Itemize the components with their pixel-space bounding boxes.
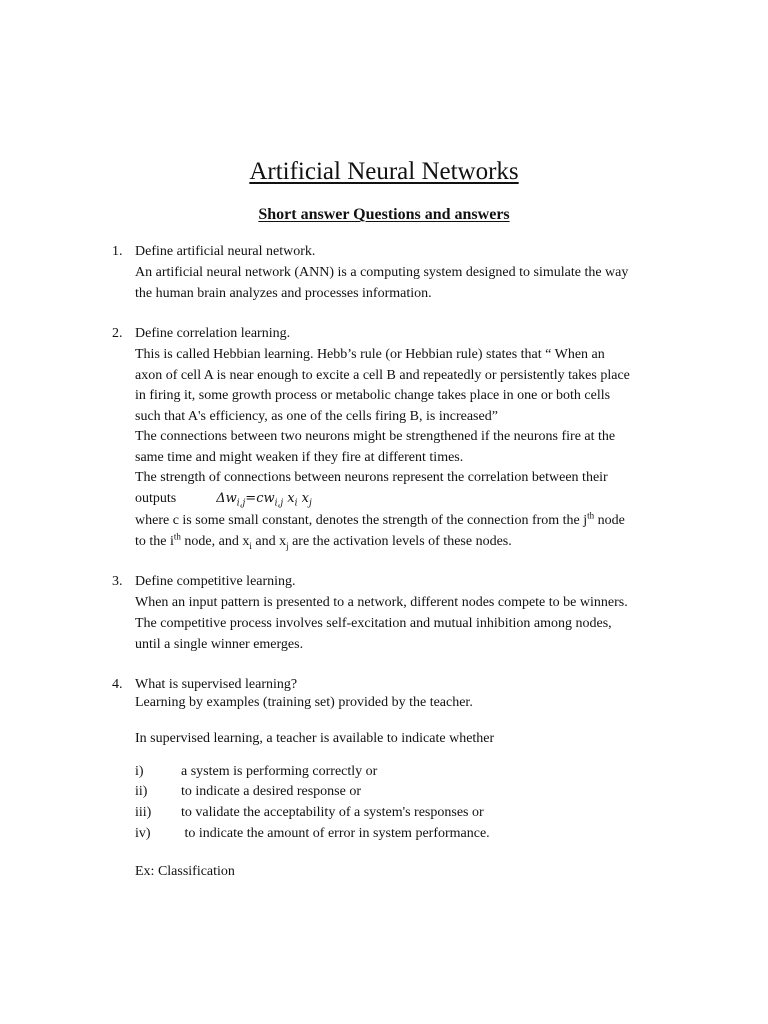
q1-answer-line: An artificial neural network (ANN) is a computing system designed to simulate the way (135, 265, 629, 280)
q2-answer-line: in firing it, some growth process or metabolic change takes place in one or both cells (135, 388, 611, 403)
q4-question: What is supervised learning? (135, 677, 298, 692)
q3-question: Define competitive learning. (135, 574, 296, 589)
q2-number: 2. (112, 326, 123, 341)
q4-example: Ex: Classification (135, 864, 235, 879)
q4-answer-line: Learning by examples (training set) provided by the teacher. (135, 695, 473, 710)
q2-question: Define correlation learning. (135, 326, 291, 341)
outputs-label: outputs (135, 491, 177, 506)
q2-answer-line: The strength of connections between neurons represent the correlation between their (135, 470, 608, 485)
q2-answer-line: The connections between two neurons might be strengthened if the neurons fire at the (135, 429, 616, 444)
q4-item-text: to indicate a desired response or (181, 784, 361, 799)
q2-answer-line: This is called Hebbian learning. Hebb’s rule (or Hebbian rule) states that “ When an (135, 347, 605, 362)
hebb-formula: $\Delta w_{i,j}=cw_{i,j}$ $x_i$ $x_j$ (216, 491, 312, 509)
q1-number: 1. (112, 244, 123, 259)
q4-item-number: iii) (135, 805, 152, 820)
q2-where-line: where c is some small constant, denotes the strength of the connection from the $j^{th}$ node (135, 510, 625, 528)
q2-to-line: to the $i^{th}$ node, and $x_i$ and $x_j$ are the activation levels of these nodes. (135, 531, 512, 551)
q3-answer-line: The competitive process involves self-excitation and mutual inhibition among nodes, (135, 616, 612, 631)
q2-answer-line: such that A's efficiency, as one of the cells firing B, is increased” (135, 409, 498, 424)
q2-answer-line: same time and might weaken if they fire at different times. (135, 450, 464, 465)
q1-answer-line: the human brain analyzes and processes information. (135, 286, 432, 301)
q1-question: Define artificial neural network. (135, 244, 316, 259)
q4-item-text: to validate the acceptability of a system's responses or (181, 805, 484, 820)
q4-item-number: ii) (135, 784, 148, 799)
q3-number: 3. (112, 574, 123, 589)
q2-outputs-line (135, 489, 312, 509)
q3-answer-line: When an input pattern is presented to a network, different nodes compete to be winners. (135, 595, 628, 610)
q4-item-text: to indicate the amount of error in system performance. (181, 826, 490, 841)
q2-answer-line: axon of cell A is near enough to excite a cell B and repeatedly or persistently takes place (135, 368, 630, 383)
q3-answer-line: until a single winner emerges. (135, 637, 304, 652)
q4-item-number: iv) (135, 826, 151, 841)
q4-item-number: i) (135, 764, 144, 779)
page-subtitle: Short answer Questions and answers (258, 206, 510, 223)
page-title: Artificial Neural Networks (249, 158, 519, 185)
q4-number: 4. (112, 677, 123, 692)
q4-item-text: a system is performing correctly or (181, 764, 378, 779)
q4-answer-line: In supervised learning, a teacher is available to indicate whether (135, 731, 495, 746)
